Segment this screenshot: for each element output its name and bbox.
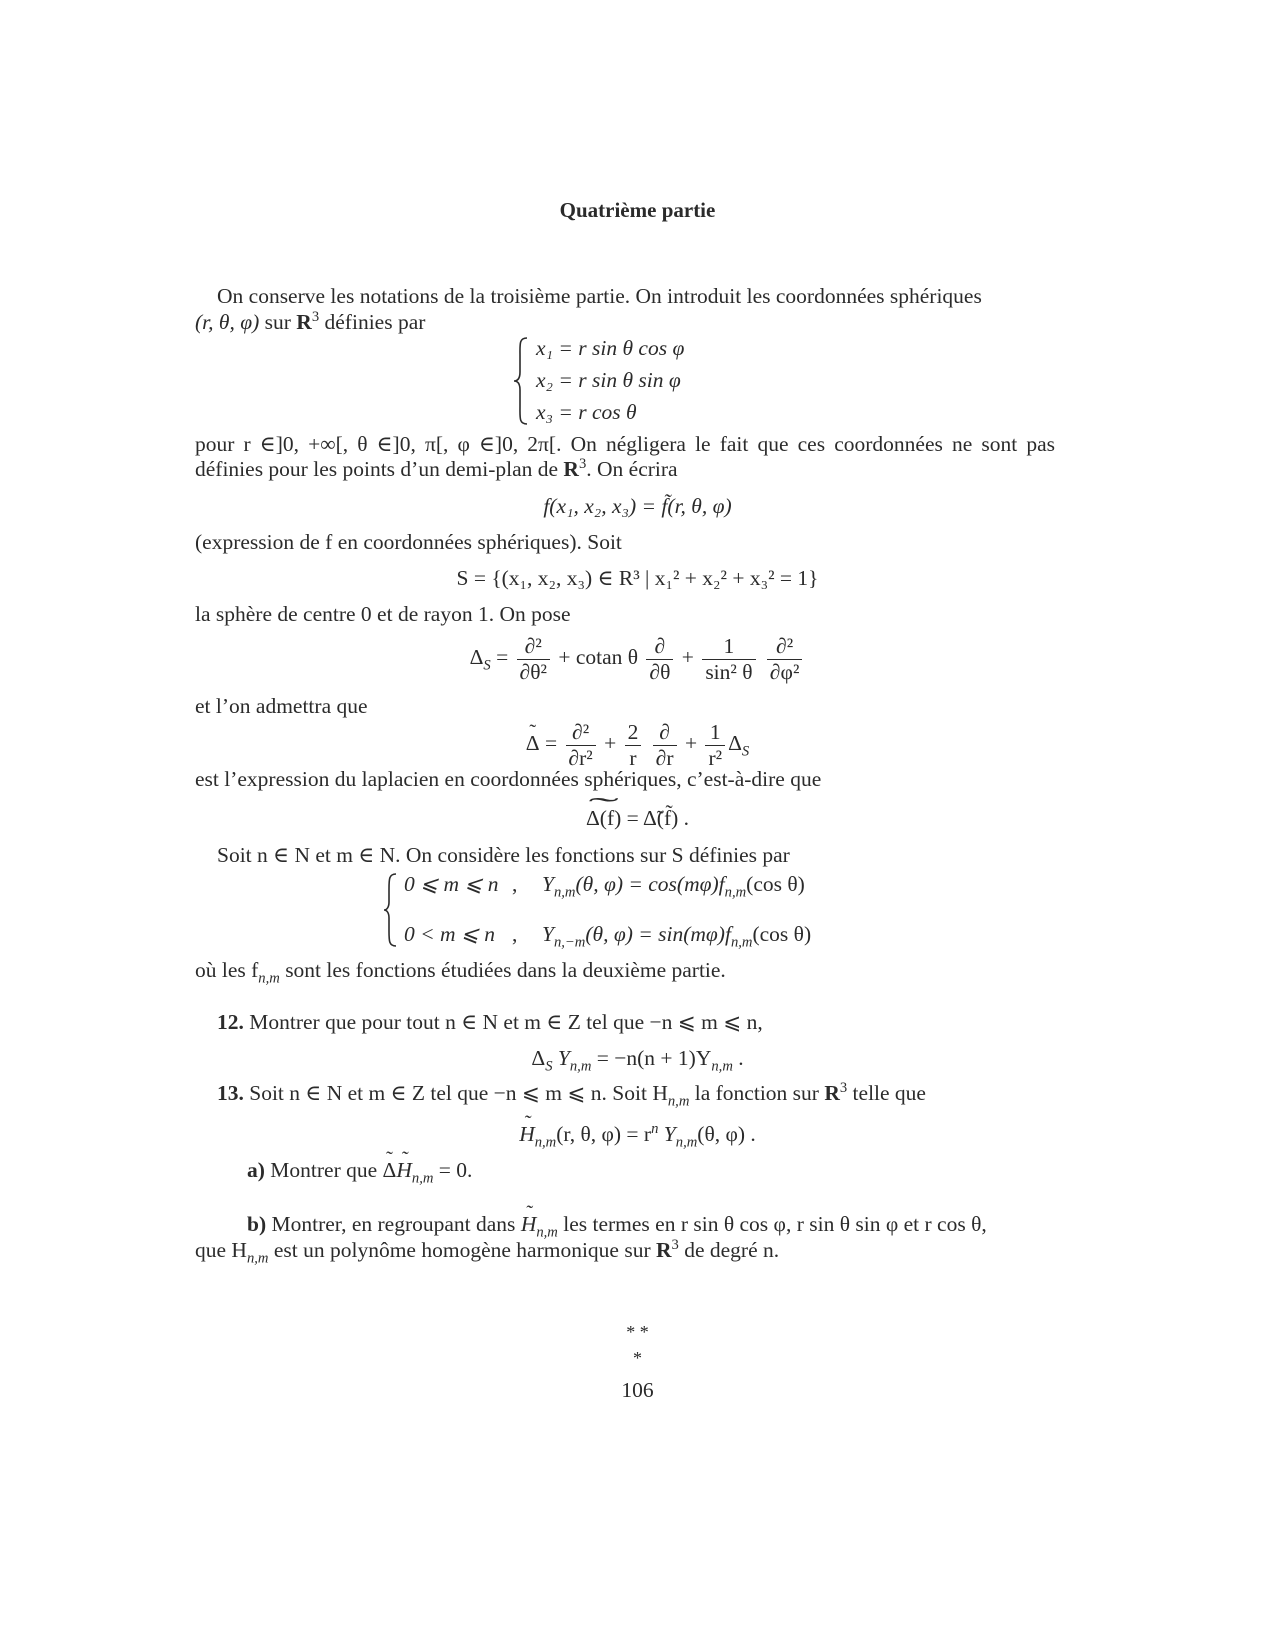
- equation-sphere: S = {(x₁, x₂, x₃) ∈ R³ | x₁² + x₂² + x₃² = 1}: [456, 566, 819, 590]
- question-13a: a) Montrer que ˜ Δ˜ $H_{n,m} = 0$.: [247, 1158, 472, 1184]
- spherical-harmonics-system: [382, 872, 811, 955]
- fraction: $\frac{\partial}{\partial r}$: [653, 720, 677, 770]
- system-row: x₂ = r sin θ sin φ: [536, 368, 681, 393]
- paragraph-domain-line1: pour r ∈]0, +∞[, θ ∈]0, π[, φ ∈]0, 2π[. On négligera le fait que ces coordonnées ne sont pas: [195, 432, 1055, 456]
- fraction: $\frac{\text{∂²}}{\text{∂φ²}}$: [767, 634, 802, 684]
- stars-top: * *: [626, 1322, 649, 1342]
- question-13b-line2: que $H_{n,m}$ est un polynôme homogène harmonique sur $R^3$ de degré n.: [195, 1236, 780, 1267]
- question-13b-line1: b) Montrer, en regroupant dans ˜ $H_{n,m}$ les termes en r sin θ cos φ, r sin θ sin φ et r cos θ,: [247, 1212, 987, 1238]
- equation-laplacian-spherical: ˜ Δ = $\frac{\text{∂²}}{\text{∂r²}}$ + $\frac{2}{r}$ $\frac{\partial}{\partial r}$ + $\frac{1}{\text{r²}}$ $\Delta_S$: [0, 720, 1275, 770]
- fraction: $\frac{2}{r}$: [625, 720, 642, 770]
- spherical-coordinates-system: [512, 336, 684, 433]
- paragraph-laplacian: est l’expression du laplacien en coordonnées sphériques, c’est-à-dire que: [195, 767, 822, 791]
- equation-12: $\Delta_S$ $Y_{n,m} = -n(n + 1)Y_{n,m}$ .: [531, 1046, 744, 1075]
- paragraph-domain-line2: définies pour les points d’un demi-plan de $R^3$. On écrira: [195, 455, 678, 481]
- equation-13: ˜ $H_{n,m}(r$, θ, $\varphi) = r^n$ $Y_{n,m}(\theta$, φ) .: [0, 1122, 1275, 1148]
- stars-bottom: *: [633, 1348, 642, 1368]
- system-row: 0 ⩽ m ⩽ n , $Y_{n,m}(\theta$, $\varphi) = \cos(m\varphi)f_{n,m}(\cos$ θ): [404, 872, 805, 901]
- paragraph-intro-line2: (r, θ, φ) sur $R^3$ définies par: [195, 308, 426, 334]
- fraction: $\frac{\text{∂²}}{\text{∂r²}}$: [566, 720, 596, 770]
- system-row: x₃ = r cos θ: [536, 400, 637, 425]
- fraction: $\frac{\text{∂²}}{\text{∂θ²}}$: [517, 634, 550, 684]
- paragraph-intro-line1: On conserve les notations de la troisième partie. On introduit les coordonnées sphériques: [217, 284, 982, 308]
- left-brace-icon: [512, 336, 530, 426]
- fraction: $\frac{\partial}{\partial\theta}$: [646, 634, 673, 684]
- page-number: 106: [621, 1378, 654, 1402]
- fraction: $\frac{1}{\text{r²}}$: [705, 720, 725, 770]
- left-brace-icon: [382, 872, 398, 948]
- paragraph-sphere: la sphère de centre 0 et de rayon 1. On pose: [195, 602, 571, 626]
- system-row: x₁ = r sin θ cos φ: [536, 336, 685, 360]
- equation-laplacian-sphere: $\Delta_S$ = $\frac{\text{∂²}}{\text{∂θ²}}$ + cotan θ $\frac{\partial}{\partial\theta}$ + $\frac{1}{\text{sin² θ}}$ $\frac{\text{∂²}}{\text{∂φ²}}$: [0, 634, 1275, 684]
- question-13: 13. Soit n ∈ N et m ∈ Z tel que −n ⩽ m ⩽ n. Soit $H_{n,m}$ la fonction sur $R^3$ telle que: [217, 1079, 926, 1110]
- system-row: 0 < m ⩽ n , $Y_{n,-m}(\theta$, $\varphi) = \sin(m\varphi)f_{n,m}(\cos$ θ): [404, 922, 812, 951]
- coords-triple: (r, θ, φ): [195, 310, 260, 334]
- paragraph-fnm: où les $f_{n,m}$ sont les fonctions étudiées dans la deuxième partie.: [195, 958, 726, 987]
- paragraph-admit: et l’on admettra que: [195, 694, 368, 718]
- paragraph-expression: (expression de f en coordonnées sphériques). Soit: [195, 530, 622, 554]
- equation-tilde-identity: ˜ Δ(f) = Δ̃(f̃) .: [0, 806, 1275, 832]
- question-12: 12. Montrer que pour tout n ∈ N et m ∈ Z tel que −n ⩽ m ⩽ n,: [217, 1010, 763, 1034]
- section-title: Quatrième partie: [559, 198, 716, 222]
- paragraph-functions: Soit n ∈ N et m ∈ N. On considère les fonctions sur S définies par: [217, 843, 790, 867]
- equation-f-spherical: f(x₁, x₂, x₃) = f̃(r, θ, φ): [543, 494, 732, 518]
- fraction: $\frac{1}{\text{sin² θ}}$: [702, 634, 755, 684]
